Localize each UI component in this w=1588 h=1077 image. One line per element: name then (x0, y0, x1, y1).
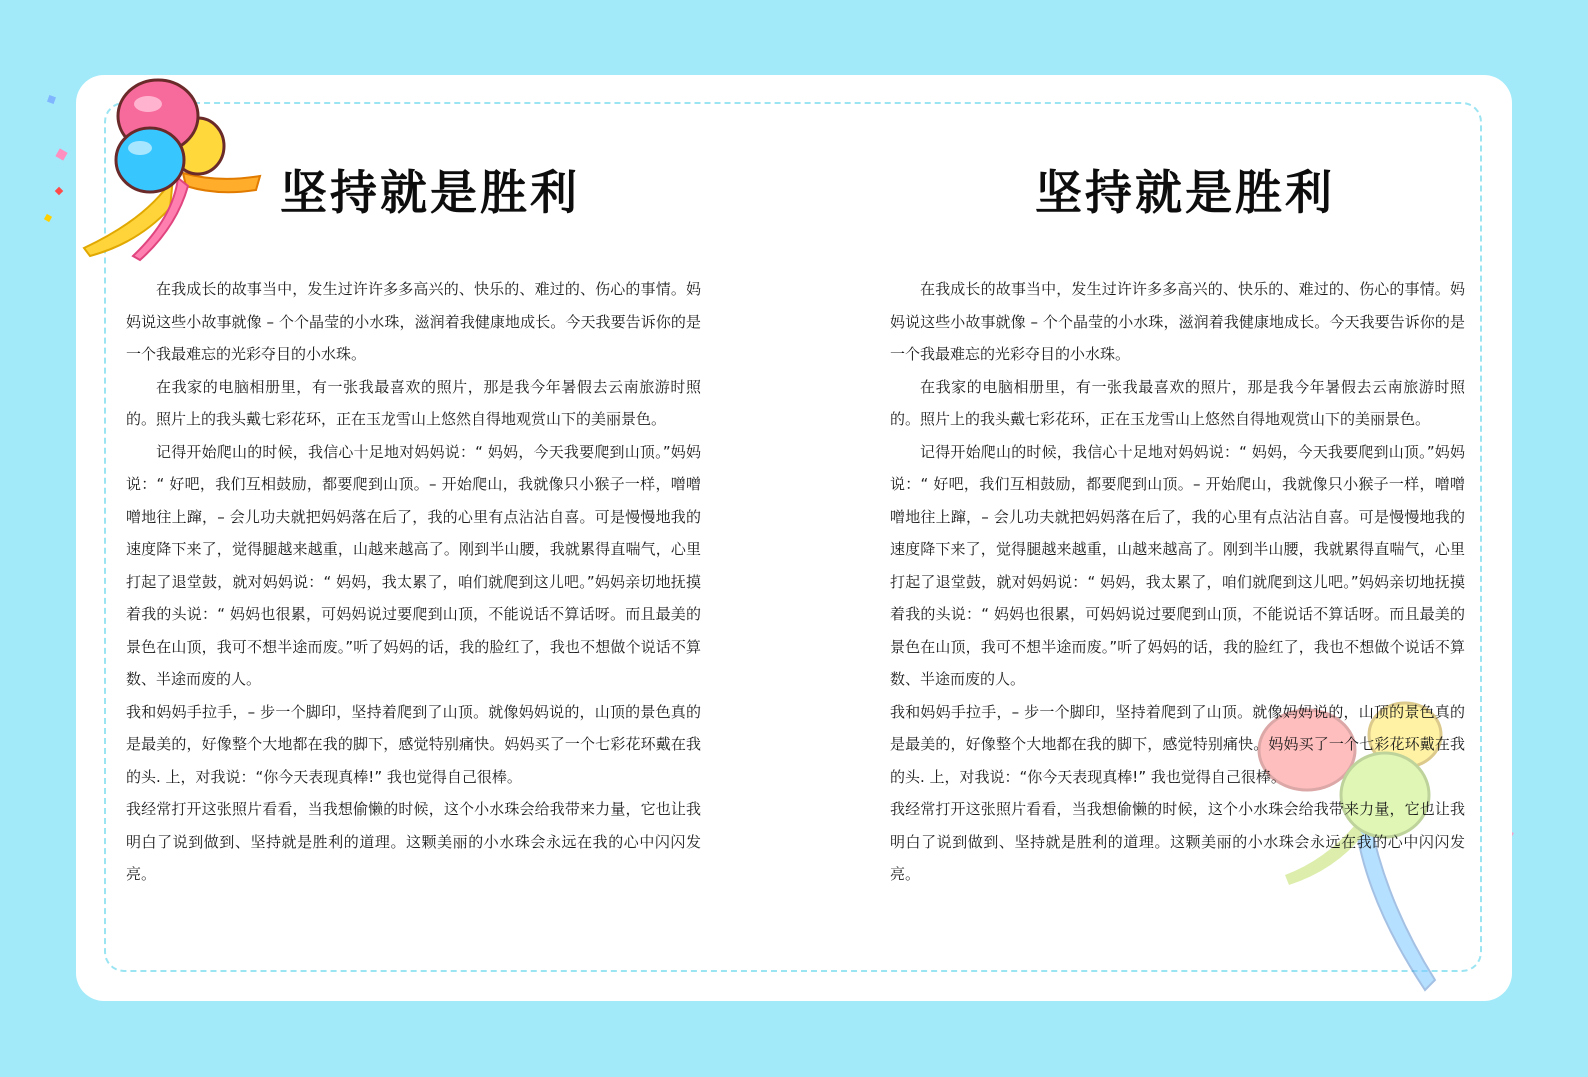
article-paragraph: 我和妈妈手拉手，– 步一个脚印，坚持着爬到了山顶。就像妈妈说的，山顶的景色真的是最美的，好像整个大地都在我的脚下，感觉特别痛快。妈妈买了一个七彩花环戴在我的头. 上，对我说：“你今天表现真棒!” 我也觉得自己很棒。 (126, 702, 701, 786)
confetti-yellow (44, 214, 52, 222)
article-paragraph: 记得开始爬山的时候，我信心十足地对妈妈说：“ 妈妈，今天我要爬到山顶。”妈妈说：“ 好吧，我们互相鼓励，都要爬到山顶。– 开始爬山，我就像只小猴子一样，噌噌噌地往上蹿，– 会儿功夫就把妈妈落在后了，我的心里有点沾沾自喜。可是慢慢地我的速度降下来了，觉得腿越来越重，山越来越高了。刚到半山腰，我就累得直喘气，心里打起了退堂鼓，就对妈妈说：“ 妈妈，我太累了，咱们就爬到这儿吧。”妈妈亲切地抚摸着我的头说：“ 妈妈也很累，可妈妈说过要爬到山顶，不能说话不算话呀。而且最美的景色在山顶，我可不想半途而废。”听了妈妈的话，我的脸红了，我也不想做个说话不算数、半途而废的人。 (890, 442, 1465, 688)
article-right (890, 273, 1465, 891)
confetti-pink (55, 148, 67, 160)
confetti-red (55, 187, 63, 195)
article-paragraph: 记得开始爬山的时候，我信心十足地对妈妈说：“ 妈妈，今天我要爬到山顶。”妈妈说：“ 好吧，我们互相鼓励，都要爬到山顶。– 开始爬山，我就像只小猴子一样，噌噌噌地往上蹿，– 会儿功夫就把妈妈落在后了，我的心里有点沾沾自喜。可是慢慢地我的速度降下来了，觉得腿越来越重，山越来越高了。刚到半山腰，我就累得直喘气，心里打起了退堂鼓，就对妈妈说：“ 妈妈，我太累了，咱们就爬到这儿吧。”妈妈亲切地抚摸着我的头说：“ 妈妈也很累，可妈妈说过要爬到山顶，不能说话不算话呀。而且最美的景色在山顶，我可不想半途而废。”听了妈妈的话，我的脸红了，我也不想做个说话不算数、半途而废的人。 (126, 442, 701, 688)
article-left (126, 273, 701, 891)
article-paragraph: 在我成长的故事当中，发生过许许多多高兴的、快乐的、难过的、伤心的事情。妈妈说这些小故事就像 – 个个晶莹的小水珠，滋润着我健康地成长。今天我要告诉你的是一个我最难忘的光彩夺目的小水珠。 (126, 280, 701, 363)
balloon-cluster-icon (78, 78, 268, 268)
article-paragraph: 在我家的电脑相册里，有一张我最喜欢的照片，那是我今年暑假去云南旅游时照的。照片上的我头戴七彩花环，正在玉龙雪山上悠然自得地观赏山下的美丽景色。 (126, 377, 701, 428)
article-paragraph: 我经常打开这张照片看看，当我想偷懒的时候，这个小水珠会给我带来力量，它也让我明白了说到做到、坚持就是胜利的道理。这颗美丽的小水珠会永远在我的心中闪闪发亮。 (890, 800, 1465, 883)
page-title-left: 坚持就是胜利 (280, 166, 580, 221)
article-paragraph: 在我成长的故事当中，发生过许许多多高兴的、快乐的、难过的、伤心的事情。妈妈说这些小故事就像 – 个个晶莹的小水珠，滋润着我健康地成长。今天我要告诉你的是一个我最难忘的光彩夺目的小水珠。 (890, 280, 1465, 363)
page-title-right: 坚持就是胜利 (1035, 166, 1335, 221)
article-paragraph: 我和妈妈手拉手，– 步一个脚印，坚持着爬到了山顶。就像妈妈说的，山顶的景色真的是最美的，好像整个大地都在我的脚下，感觉特别痛快。妈妈买了一个七彩花环戴在我的头. 上，对我说：“你今天表现真棒!” 我也觉得自己很棒。 (890, 702, 1465, 786)
article-paragraph: 我经常打开这张照片看看，当我想偷懒的时候，这个小水珠会给我带来力量，它也让我明白了说到做到、坚持就是胜利的道理。这颗美丽的小水珠会永远在我的心中闪闪发亮。 (126, 800, 701, 883)
confetti-blue (47, 95, 56, 104)
article-paragraph: 在我家的电脑相册里，有一张我最喜欢的照片，那是我今年暑假去云南旅游时照的。照片上的我头戴七彩花环，正在玉龙雪山上悠然自得地观赏山下的美丽景色。 (890, 377, 1465, 428)
